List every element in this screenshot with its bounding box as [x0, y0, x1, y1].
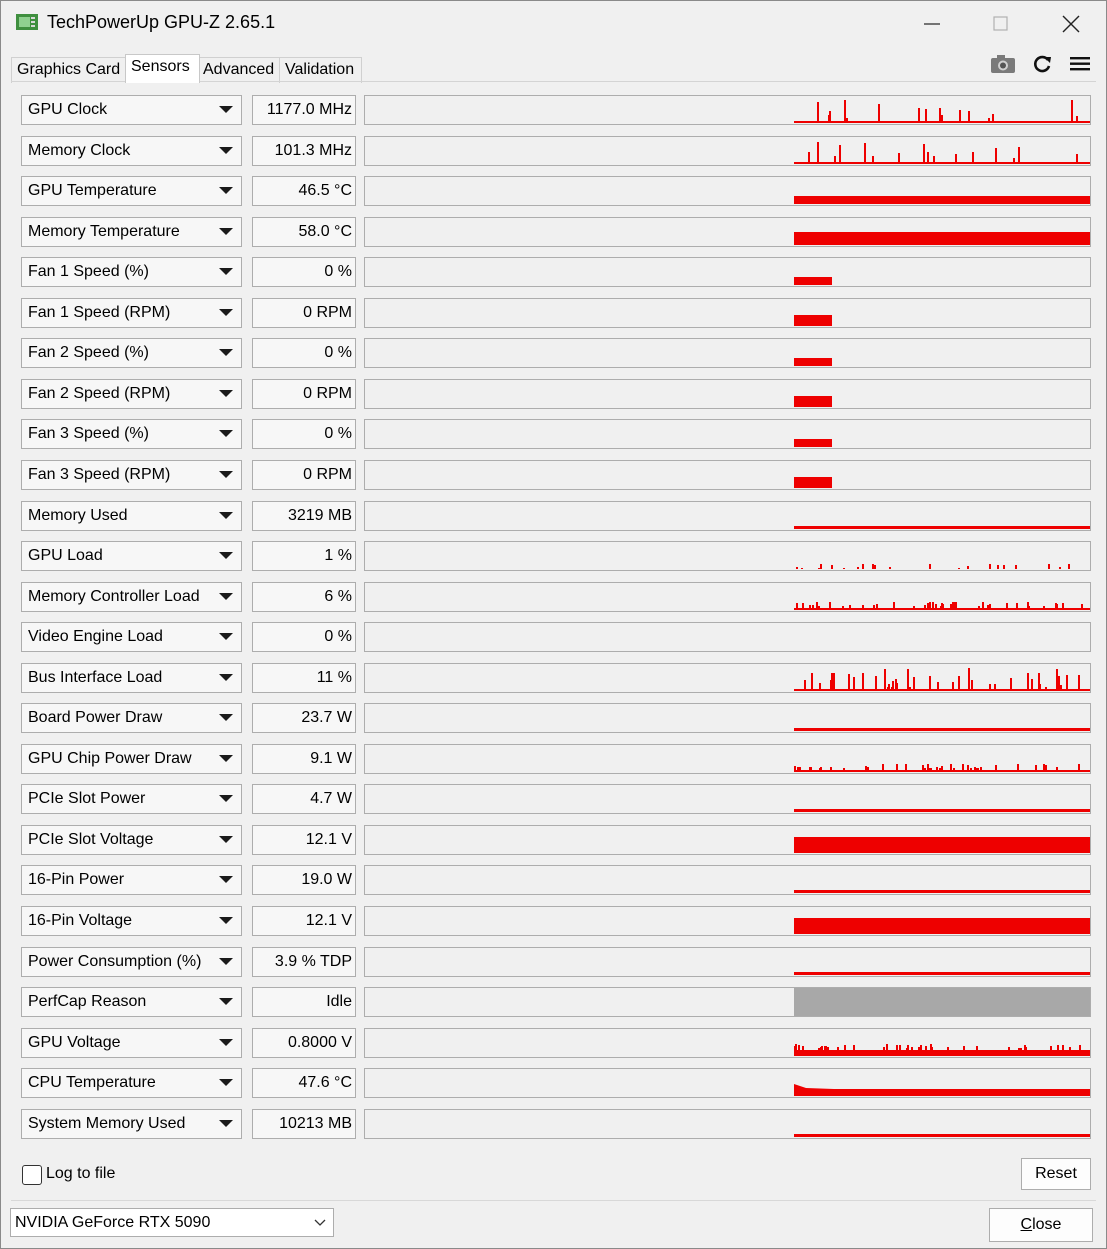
- title-bar: [1, 1, 1106, 45]
- sensor-value: 0 %: [324, 263, 352, 281]
- dropdown-arrow-icon[interactable]: [219, 633, 233, 640]
- sensor-value-box[interactable]: [252, 906, 356, 936]
- sensor-row-fan-2-speed-rpm: [21, 379, 1091, 409]
- sensor-value: 12.1 V: [305, 830, 352, 848]
- dropdown-arrow-icon[interactable]: [219, 593, 233, 600]
- sensor-name-dropdown[interactable]: [21, 622, 242, 652]
- sensor-graph: [364, 987, 1091, 1017]
- sensor-value-box[interactable]: [252, 501, 356, 531]
- sensor-name: CPU Temperature: [28, 1074, 156, 1092]
- sensor-row-gpu-clock: [21, 95, 1091, 125]
- sensor-value: 3.9 % TDP: [274, 952, 352, 970]
- sensor-name-dropdown[interactable]: [21, 338, 242, 368]
- sensor-value-box[interactable]: [252, 622, 356, 652]
- sensor-value: 101.3 MHz: [274, 141, 352, 159]
- dropdown-arrow-icon[interactable]: [219, 998, 233, 1005]
- sensor-value: 10213 MB: [279, 1114, 352, 1132]
- sensor-graph: [364, 663, 1091, 693]
- sensor-name: PerfCap Reason: [28, 993, 147, 1011]
- sensor-row-gpu-load: [21, 541, 1091, 571]
- sensor-value-box[interactable]: [252, 338, 356, 368]
- sensor-value: Idle: [326, 993, 352, 1011]
- gpuz-app-icon: [16, 13, 38, 31]
- sensor-name-dropdown[interactable]: [21, 136, 242, 166]
- log-to-file-label[interactable]: Log to file: [46, 1165, 116, 1182]
- sensor-value: 4.7 W: [310, 790, 352, 808]
- sensor-row-fan-3-speed: [21, 419, 1091, 449]
- dropdown-arrow-icon[interactable]: [219, 958, 233, 965]
- sensor-name: Board Power Draw: [28, 709, 163, 727]
- dropdown-arrow-icon[interactable]: [219, 471, 233, 478]
- sensor-name-dropdown[interactable]: [21, 1028, 242, 1058]
- sensor-value-box[interactable]: [252, 947, 356, 977]
- sensor-name-dropdown[interactable]: [21, 541, 242, 571]
- sensor-value-box[interactable]: [252, 784, 356, 814]
- sensor-name: GPU Voltage: [28, 1033, 121, 1051]
- sensor-name-dropdown[interactable]: [21, 460, 242, 490]
- sensor-name-dropdown[interactable]: [21, 1068, 242, 1098]
- sensor-row-memory-used: [21, 501, 1091, 531]
- sensor-graph: [364, 582, 1091, 612]
- sensor-name: GPU Load: [28, 547, 103, 565]
- dropdown-arrow-icon[interactable]: [219, 1079, 233, 1086]
- camera-icon: [989, 51, 1017, 77]
- dropdown-arrow-icon[interactable]: [219, 187, 233, 194]
- sensor-row-memory-controller-load: [21, 582, 1091, 612]
- sensor-value-box[interactable]: [252, 663, 356, 693]
- maximize-icon: [991, 14, 1011, 34]
- sensor-name-dropdown[interactable]: [21, 379, 242, 409]
- sensor-value-box[interactable]: [252, 136, 356, 166]
- dropdown-arrow-icon[interactable]: [219, 836, 233, 843]
- sensor-value: 0.8000 V: [287, 1033, 352, 1051]
- sensor-name: GPU Temperature: [28, 182, 157, 200]
- sensor-graph: [364, 541, 1091, 571]
- tab-validation[interactable]: Validation: [279, 57, 362, 83]
- sensor-value-box[interactable]: [252, 95, 356, 125]
- dropdown-arrow-icon[interactable]: [219, 795, 233, 802]
- sensor-graph: [364, 257, 1091, 287]
- sensor-value: 0 RPM: [303, 384, 352, 402]
- sensor-graph: [364, 784, 1091, 814]
- sensor-row-16-pin-power: [21, 865, 1091, 895]
- sensor-row-perfcap-reason: [21, 987, 1091, 1017]
- sensor-value: 9.1 W: [310, 749, 352, 767]
- dropdown-arrow-icon[interactable]: [219, 147, 233, 154]
- dropdown-arrow-icon[interactable]: [219, 917, 233, 924]
- gpu-select-dropdown[interactable]: [10, 1208, 334, 1237]
- sensor-name-dropdown[interactable]: [21, 176, 242, 206]
- sensor-name: Memory Controller Load: [28, 587, 200, 605]
- sensor-row-video-engine-load: [21, 622, 1091, 652]
- sensor-graph: [364, 865, 1091, 895]
- sensor-graph: [364, 703, 1091, 733]
- sensor-row-memory-clock: [21, 136, 1091, 166]
- sensor-value-box[interactable]: [252, 865, 356, 895]
- menu-button[interactable]: [1066, 51, 1094, 77]
- sensor-value: 3219 MB: [287, 506, 352, 524]
- sensor-name-dropdown[interactable]: [21, 257, 242, 287]
- sensor-row-memory-temperature: [21, 217, 1091, 247]
- sensor-name-dropdown[interactable]: [21, 298, 242, 328]
- sensor-name: Memory Temperature: [28, 222, 180, 240]
- sensor-graph: [364, 906, 1091, 936]
- close-button-label: lose: [1032, 1216, 1062, 1233]
- sensor-name: Fan 3 Speed (%): [28, 425, 149, 443]
- refresh-icon: [1028, 51, 1056, 77]
- sensor-name: 16-Pin Voltage: [28, 912, 133, 929]
- dropdown-arrow-icon[interactable]: [219, 714, 233, 721]
- refresh-button[interactable]: [1028, 51, 1056, 77]
- tab-advanced[interactable]: Advanced: [197, 57, 280, 83]
- dropdown-arrow-icon[interactable]: [219, 512, 233, 519]
- sensor-name: GPU Clock: [28, 101, 108, 118]
- sensor-value: 46.5 °C: [298, 182, 352, 200]
- sensor-row-fan-1-speed-rpm: [21, 298, 1091, 328]
- sensor-row-power-consumption: [21, 947, 1091, 977]
- sensor-value-box[interactable]: [252, 825, 356, 855]
- gpu-select-value: NVIDIA GeForce RTX 5090: [15, 1214, 211, 1231]
- sensor-name-dropdown[interactable]: [21, 703, 242, 733]
- sensor-value-box[interactable]: [252, 419, 356, 449]
- sensor-value: 19.0 W: [301, 871, 352, 889]
- sensor-name-dropdown[interactable]: [21, 784, 242, 814]
- sensor-graph: [364, 95, 1091, 125]
- sensor-value-box[interactable]: [252, 541, 356, 571]
- sensor-graph: [364, 217, 1091, 247]
- sensor-row-fan-2-speed: [21, 338, 1091, 368]
- sensor-row-pcie-slot-voltage: [21, 825, 1091, 855]
- sensor-name: Fan 3 Speed (RPM): [28, 465, 171, 483]
- sensor-graph: [364, 298, 1091, 328]
- sensor-row-cpu-temperature: [21, 1068, 1091, 1098]
- sensor-value-box[interactable]: [252, 1028, 356, 1058]
- sensor-value-box[interactable]: [252, 176, 356, 206]
- sensor-name: PCIe Slot Voltage: [28, 830, 154, 848]
- sensor-value-box[interactable]: [252, 1109, 356, 1139]
- sensor-name-dropdown[interactable]: [21, 663, 242, 693]
- sensor-name: 16-Pin Power: [28, 871, 125, 889]
- sensor-row-fan-3-speed-rpm: [21, 460, 1091, 490]
- sensor-name: Fan 1 Speed (RPM): [28, 303, 171, 321]
- sensor-name-dropdown[interactable]: [21, 947, 242, 977]
- minimize-button[interactable]: [898, 1, 966, 45]
- sensor-name-dropdown[interactable]: [21, 906, 242, 936]
- dropdown-arrow-icon[interactable]: [219, 349, 233, 356]
- sensor-value-box[interactable]: [252, 1068, 356, 1098]
- sensor-graph: [364, 1028, 1091, 1058]
- dropdown-arrow-icon[interactable]: [219, 268, 233, 275]
- sensor-graph: [364, 1068, 1091, 1098]
- dropdown-arrow-icon[interactable]: [219, 390, 233, 397]
- sensor-name-dropdown[interactable]: [21, 865, 242, 895]
- sensor-value: 11 %: [316, 668, 352, 686]
- sensor-row-fan-1-speed: [21, 257, 1091, 287]
- maximize-button[interactable]: [967, 1, 1035, 45]
- sensor-name-dropdown[interactable]: [21, 1109, 242, 1139]
- log-to-file-checkbox[interactable]: [22, 1165, 42, 1185]
- sensor-name: Fan 1 Speed (%): [28, 263, 149, 281]
- sensor-row-bus-interface-load: [21, 663, 1091, 693]
- tab-sensors[interactable]: Sensors: [125, 54, 200, 83]
- dropdown-arrow-icon[interactable]: [219, 1120, 233, 1127]
- sensor-name: System Memory Used: [28, 1114, 186, 1132]
- sensor-graph: [364, 419, 1091, 449]
- sensor-name: Video Engine Load: [28, 628, 163, 646]
- dropdown-arrow-icon[interactable]: [219, 876, 233, 883]
- screenshot-button[interactable]: [989, 51, 1017, 77]
- sensor-value: 6 %: [324, 587, 352, 605]
- sensor-value: 58.0 °C: [298, 222, 352, 240]
- sensor-value: 12.1 V: [305, 912, 352, 929]
- reset-button[interactable]: Reset: [1021, 1158, 1091, 1190]
- sensor-value: 0 RPM: [303, 465, 352, 483]
- sensor-value: 1 %: [324, 547, 352, 565]
- sensor-graph: [364, 947, 1091, 977]
- sensor-row-16-pin-voltage: [21, 906, 1091, 936]
- sensor-name: Memory Clock: [28, 141, 131, 159]
- sensor-value: 1177.0 MHz: [266, 101, 352, 118]
- sensor-name: Bus Interface Load: [28, 668, 163, 686]
- sensor-name-dropdown[interactable]: [21, 582, 242, 612]
- sensor-name: Memory Used: [28, 506, 128, 524]
- sensor-graph: [364, 460, 1091, 490]
- sensor-value-box[interactable]: [252, 744, 356, 774]
- close-button[interactable]: [989, 1208, 1093, 1242]
- chevron-down-icon: [313, 1214, 327, 1230]
- dropdown-arrow-icon[interactable]: [219, 228, 233, 235]
- close-window-button[interactable]: [1037, 1, 1105, 45]
- dropdown-arrow-icon[interactable]: [219, 552, 233, 559]
- sensor-name: Fan 2 Speed (RPM): [28, 384, 171, 402]
- sensor-name-dropdown[interactable]: [21, 825, 242, 855]
- sensor-graph: [364, 744, 1091, 774]
- sensor-value-box[interactable]: [252, 298, 356, 328]
- sensor-name: Fan 2 Speed (%): [28, 344, 149, 362]
- menu-icon: [1066, 51, 1094, 77]
- close-icon: [1061, 14, 1081, 34]
- footer-divider: [11, 1200, 1096, 1201]
- sensor-graph: [364, 338, 1091, 368]
- sensor-name-dropdown[interactable]: [21, 744, 242, 774]
- sensor-value-box[interactable]: [252, 703, 356, 733]
- sensor-name-dropdown[interactable]: [21, 95, 242, 125]
- sensor-graph: [364, 825, 1091, 855]
- sensor-graph: [364, 136, 1091, 166]
- sensor-name: PCIe Slot Power: [28, 790, 146, 808]
- sensor-row-system-memory-used: [21, 1109, 1091, 1139]
- sensor-value: 0 %: [324, 425, 352, 443]
- sensor-row-gpu-chip-power-draw: [21, 744, 1091, 774]
- dropdown-arrow-icon[interactable]: [219, 1039, 233, 1046]
- sensor-graph: [364, 176, 1091, 206]
- sensor-graph: [364, 379, 1091, 409]
- sensor-graph: [364, 501, 1091, 531]
- sensor-row-gpu-voltage: [21, 1028, 1091, 1058]
- sensor-value: 23.7 W: [301, 709, 352, 727]
- sensor-row-pcie-slot-power: [21, 784, 1091, 814]
- sensor-graph: [364, 1109, 1091, 1139]
- sensor-value: 0 %: [324, 344, 352, 362]
- window-title: TechPowerUp GPU-Z 2.65.1: [47, 12, 276, 32]
- tab-graphics-card[interactable]: Graphics Card: [11, 57, 129, 83]
- sensor-name: Power Consumption (%): [28, 952, 202, 970]
- sensor-value: 0 %: [324, 628, 352, 646]
- close-button-mnemonic: C: [1020, 1216, 1033, 1233]
- sensor-value-box[interactable]: [252, 987, 356, 1017]
- sensor-name-dropdown[interactable]: [21, 501, 242, 531]
- sensor-value-box[interactable]: [252, 257, 356, 287]
- sensor-name-dropdown[interactable]: [21, 217, 242, 247]
- minimize-icon: [922, 14, 942, 34]
- sensor-value-box[interactable]: [252, 217, 356, 247]
- sensor-name-dropdown[interactable]: [21, 987, 242, 1017]
- sensor-graph: [364, 622, 1091, 652]
- sensor-row-gpu-temperature: [21, 176, 1091, 206]
- sensor-row-board-power-draw: [21, 703, 1091, 733]
- dropdown-arrow-icon[interactable]: [219, 430, 233, 437]
- dropdown-arrow-icon[interactable]: [219, 674, 233, 681]
- sensor-value: 47.6 °C: [298, 1074, 352, 1092]
- sensor-value-box[interactable]: [252, 460, 356, 490]
- sensor-value-box[interactable]: [252, 379, 356, 409]
- dropdown-arrow-icon[interactable]: [219, 106, 233, 113]
- sensor-name-dropdown[interactable]: [21, 419, 242, 449]
- sensor-name: GPU Chip Power Draw: [28, 749, 192, 767]
- dropdown-arrow-icon[interactable]: [219, 309, 233, 316]
- dropdown-arrow-icon[interactable]: [219, 755, 233, 762]
- sensor-value-box[interactable]: [252, 582, 356, 612]
- sensor-value: 0 RPM: [303, 303, 352, 321]
